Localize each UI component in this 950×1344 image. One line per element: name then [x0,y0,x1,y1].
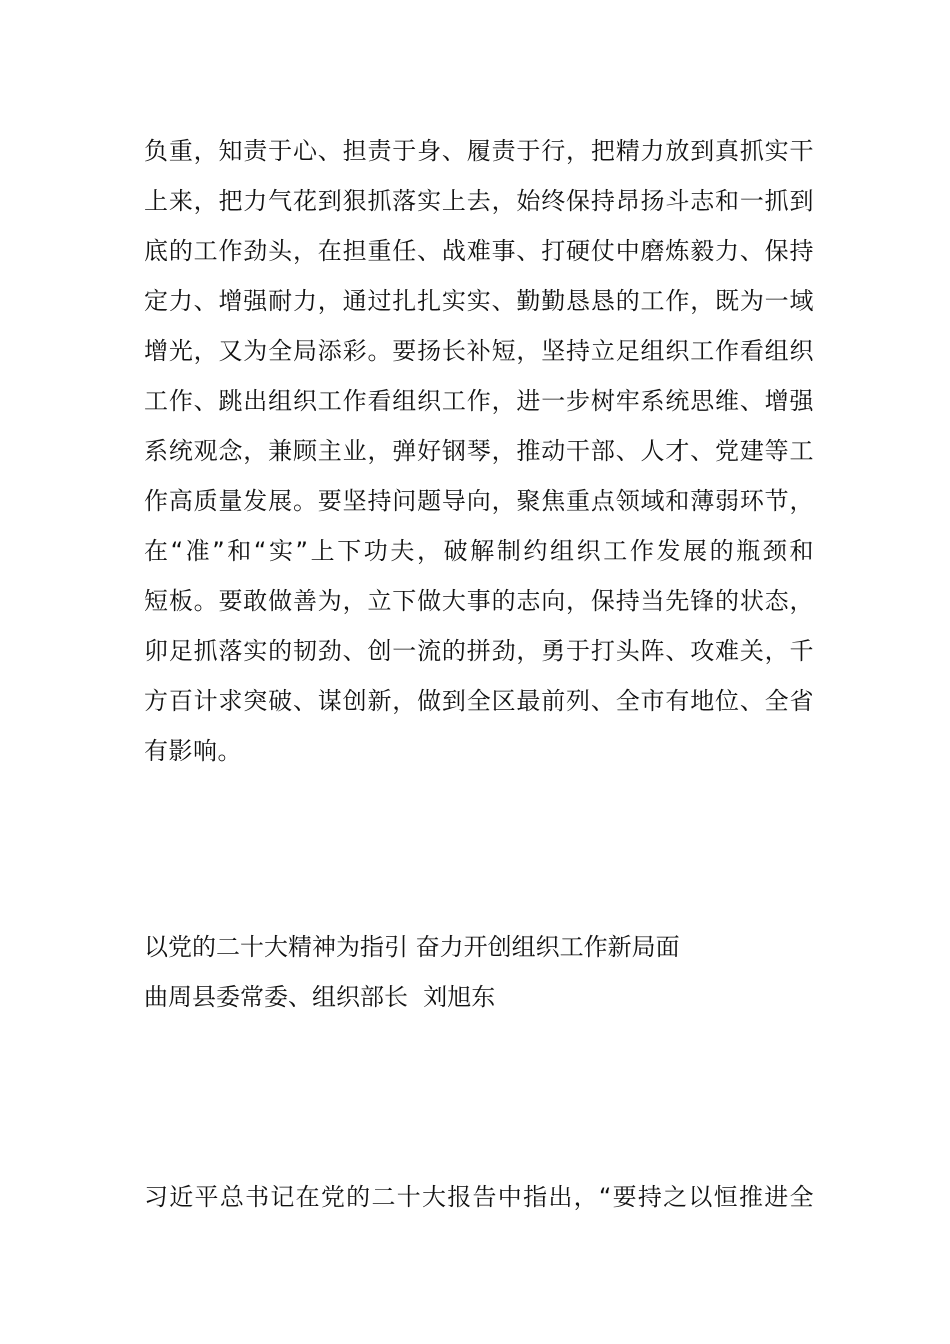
article-title: 以党的二十大精神为指引 奋力开创组织工作新局面 [144,933,680,961]
paragraph-line: 习近平总书记在党的二十大报告中指出，“要持之以恒推进全 [144,1183,814,1211]
paragraph-line: 定力、增强耐力，通过扎扎实实、勤勤恳恳的工作，既为一域 [144,287,814,315]
paragraph-line: 上来，把力气花到狠抓落实上去，始终保持昂扬斗志和一抓到 [144,187,814,215]
paragraph-line: 工作、跳出组织工作看组织工作，进一步树牢系统思维、增强 [144,387,814,415]
paragraph-line: 负重，知责于心、担责于身、履责于行，把精力放到真抓实干 [144,137,814,165]
paragraph-line: 系统观念，兼顾主业，弹好钢琴，推动干部、人才、党建等工 [144,437,814,465]
paragraph-line: 底的工作劲头，在担重任、战难事、打硬仗中磨炼毅力、保持 [144,237,814,265]
paragraph-line: 短板。要敢做善为，立下做大事的志向，保持当先锋的状态， [144,587,814,615]
paragraph-line: 在“准”和“实”上下功夫，破解制约组织工作发展的瓶颈和 [144,537,814,565]
paragraph-line-last: 有影响。 [144,737,242,765]
paragraph-line: 卯足抓落实的韧劲、创一流的拼劲，勇于打头阵、攻难关，千 [144,637,814,665]
paragraph-line: 方百计求突破、谋创新，做到全区最前列、全市有地位、全省 [144,687,814,715]
article-header [144,922,814,1022]
paragraph-line: 作高质量发展。要坚持问题导向，聚焦重点领域和薄弱环节， [144,487,814,515]
article-author: 曲周县委常委、组织部长 刘旭东 [144,983,496,1011]
body-paragraph [144,126,814,776]
next-paragraph [144,1172,814,1222]
paragraph-line: 增光，又为全局添彩。要扬长补短，坚持立足组织工作看组织 [144,337,814,365]
